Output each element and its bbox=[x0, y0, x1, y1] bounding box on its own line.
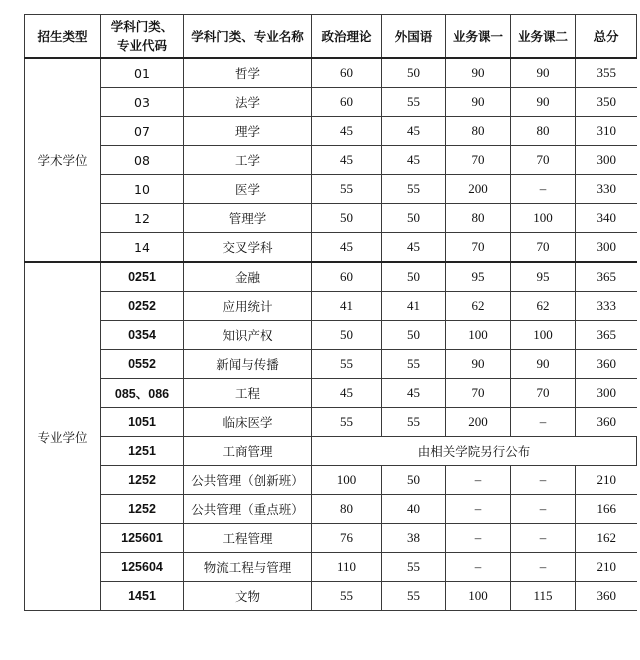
table-row bbox=[25, 582, 637, 611]
subject-code-cell: 01 bbox=[101, 58, 184, 88]
subject-code-cell: 0251 bbox=[101, 262, 184, 292]
subject-name-cell: 物流工程与管理 bbox=[184, 553, 312, 582]
subject-name-cell: 法学 bbox=[184, 88, 312, 117]
subject-code-cell: 085、086 bbox=[101, 379, 184, 408]
subject-name-cell: 公共管理（重点班） bbox=[184, 495, 312, 524]
course-two-score-cell: 70 bbox=[511, 379, 576, 408]
total-score-cell: 162 bbox=[576, 524, 637, 553]
politics-score-cell: 45 bbox=[312, 117, 382, 146]
language-score-cell: 40 bbox=[382, 495, 446, 524]
table-row bbox=[25, 495, 637, 524]
language-score-cell: 45 bbox=[382, 233, 446, 263]
politics-score-cell: 45 bbox=[312, 379, 382, 408]
language-score-cell: 55 bbox=[382, 350, 446, 379]
subject-name-cell: 工程管理 bbox=[184, 524, 312, 553]
table-row bbox=[25, 117, 637, 146]
total-score-cell: 350 bbox=[576, 88, 637, 117]
language-score-cell: 50 bbox=[382, 58, 446, 88]
course-two-score-cell: 80 bbox=[511, 117, 576, 146]
subject-code-cell: 0552 bbox=[101, 350, 184, 379]
language-score-cell: 50 bbox=[382, 262, 446, 292]
language-score-cell: 41 bbox=[382, 292, 446, 321]
total-score-cell: 360 bbox=[576, 408, 637, 437]
table-row bbox=[25, 437, 637, 466]
total-score-cell: 300 bbox=[576, 233, 637, 263]
course-one-score-cell: 90 bbox=[446, 58, 511, 88]
course-two-score-cell: – bbox=[511, 495, 576, 524]
table-row bbox=[25, 88, 637, 117]
subject-code-cell: 125604 bbox=[101, 553, 184, 582]
subject-name-cell: 理学 bbox=[184, 117, 312, 146]
course-one-score-cell: 70 bbox=[446, 146, 511, 175]
subject-code-cell: 0252 bbox=[101, 292, 184, 321]
subject-code-cell: 03 bbox=[101, 88, 184, 117]
subject-code-cell: 1251 bbox=[101, 437, 184, 466]
total-score-cell: 166 bbox=[576, 495, 637, 524]
course-one-score-cell: 70 bbox=[446, 233, 511, 263]
subject-code-cell: 12 bbox=[101, 204, 184, 233]
language-score-cell: 55 bbox=[382, 553, 446, 582]
subject-name-cell: 临床医学 bbox=[184, 408, 312, 437]
course-one-score-cell: – bbox=[446, 466, 511, 495]
language-score-cell: 45 bbox=[382, 379, 446, 408]
table-row bbox=[25, 408, 637, 437]
subject-code-cell: 07 bbox=[101, 117, 184, 146]
course-one-score-cell: – bbox=[446, 553, 511, 582]
table-row bbox=[25, 321, 637, 350]
subject-code-cell: 1451 bbox=[101, 582, 184, 611]
language-score-cell: 55 bbox=[382, 408, 446, 437]
header-total: 总分 bbox=[576, 15, 637, 59]
table-row bbox=[25, 58, 637, 88]
total-score-cell: 210 bbox=[576, 553, 637, 582]
politics-score-cell: 45 bbox=[312, 146, 382, 175]
table-row bbox=[25, 350, 637, 379]
course-two-score-cell: 62 bbox=[511, 292, 576, 321]
subject-name-cell: 文物 bbox=[184, 582, 312, 611]
table-row bbox=[25, 262, 637, 292]
subject-name-cell: 交叉学科 bbox=[184, 233, 312, 263]
subject-name-cell: 工商管理 bbox=[184, 437, 312, 466]
politics-score-cell: 50 bbox=[312, 321, 382, 350]
language-score-cell: 55 bbox=[382, 175, 446, 204]
total-score-cell: 360 bbox=[576, 582, 637, 611]
table-row bbox=[25, 233, 637, 263]
course-one-score-cell: 70 bbox=[446, 379, 511, 408]
course-two-score-cell: – bbox=[511, 466, 576, 495]
subject-name-cell: 工学 bbox=[184, 146, 312, 175]
course-one-score-cell: 200 bbox=[446, 408, 511, 437]
subject-name-cell: 工程 bbox=[184, 379, 312, 408]
total-score-cell: 210 bbox=[576, 466, 637, 495]
course-two-score-cell: 100 bbox=[511, 321, 576, 350]
subject-name-cell: 金融 bbox=[184, 262, 312, 292]
table-body bbox=[25, 58, 637, 611]
table-row bbox=[25, 524, 637, 553]
subject-name-cell: 医学 bbox=[184, 175, 312, 204]
language-score-cell: 50 bbox=[382, 321, 446, 350]
course-two-score-cell: 115 bbox=[511, 582, 576, 611]
course-one-score-cell: 95 bbox=[446, 262, 511, 292]
subject-code-cell: 08 bbox=[101, 146, 184, 175]
politics-score-cell: 110 bbox=[312, 553, 382, 582]
header-course-one: 业务课一 bbox=[446, 15, 511, 59]
subject-code-cell: 1051 bbox=[101, 408, 184, 437]
course-one-score-cell: 90 bbox=[446, 350, 511, 379]
subject-name-cell: 应用统计 bbox=[184, 292, 312, 321]
language-score-cell: 50 bbox=[382, 466, 446, 495]
course-one-score-cell: – bbox=[446, 495, 511, 524]
header-row bbox=[25, 15, 637, 59]
language-score-cell: 55 bbox=[382, 582, 446, 611]
total-score-cell: 300 bbox=[576, 146, 637, 175]
subject-name-cell: 管理学 bbox=[184, 204, 312, 233]
course-two-score-cell: 70 bbox=[511, 233, 576, 263]
politics-score-cell: 45 bbox=[312, 233, 382, 263]
course-two-score-cell: – bbox=[511, 175, 576, 204]
header-course-two: 业务课二 bbox=[511, 15, 576, 59]
header-subject-name: 学科门类、专业名称 bbox=[184, 15, 312, 59]
politics-score-cell: 55 bbox=[312, 582, 382, 611]
subject-name-cell: 公共管理（创新班） bbox=[184, 466, 312, 495]
note-cell: 由相关学院另行公布 bbox=[312, 437, 637, 466]
header-politics: 政治理论 bbox=[312, 15, 382, 59]
language-score-cell: 45 bbox=[382, 146, 446, 175]
subject-code-cell: 10 bbox=[101, 175, 184, 204]
language-score-cell: 55 bbox=[382, 88, 446, 117]
table-row bbox=[25, 292, 637, 321]
politics-score-cell: 55 bbox=[312, 175, 382, 204]
subject-name-cell: 新闻与传播 bbox=[184, 350, 312, 379]
language-score-cell: 45 bbox=[382, 117, 446, 146]
politics-score-cell: 55 bbox=[312, 408, 382, 437]
politics-score-cell: 100 bbox=[312, 466, 382, 495]
course-one-score-cell: 80 bbox=[446, 117, 511, 146]
table-row bbox=[25, 146, 637, 175]
politics-score-cell: 80 bbox=[312, 495, 382, 524]
subject-name-cell: 哲学 bbox=[184, 58, 312, 88]
course-one-score-cell: 62 bbox=[446, 292, 511, 321]
course-two-score-cell: – bbox=[511, 553, 576, 582]
course-two-score-cell: – bbox=[511, 408, 576, 437]
politics-score-cell: 76 bbox=[312, 524, 382, 553]
language-score-cell: 50 bbox=[382, 204, 446, 233]
total-score-cell: 360 bbox=[576, 350, 637, 379]
course-two-score-cell: 90 bbox=[511, 350, 576, 379]
admission-type-cell: 学术学位 bbox=[25, 58, 101, 262]
subject-code-cell: 125601 bbox=[101, 524, 184, 553]
course-two-score-cell: – bbox=[511, 524, 576, 553]
politics-score-cell: 60 bbox=[312, 262, 382, 292]
course-one-score-cell: 90 bbox=[446, 88, 511, 117]
total-score-cell: 340 bbox=[576, 204, 637, 233]
table-row bbox=[25, 553, 637, 582]
course-two-score-cell: 90 bbox=[511, 58, 576, 88]
total-score-cell: 330 bbox=[576, 175, 637, 204]
subject-code-cell: 1252 bbox=[101, 466, 184, 495]
total-score-cell: 310 bbox=[576, 117, 637, 146]
course-one-score-cell: 100 bbox=[446, 582, 511, 611]
subject-name-cell: 知识产权 bbox=[184, 321, 312, 350]
politics-score-cell: 55 bbox=[312, 350, 382, 379]
course-one-score-cell: 80 bbox=[446, 204, 511, 233]
total-score-cell: 300 bbox=[576, 379, 637, 408]
politics-score-cell: 60 bbox=[312, 88, 382, 117]
course-two-score-cell: 95 bbox=[511, 262, 576, 292]
total-score-cell: 355 bbox=[576, 58, 637, 88]
total-score-cell: 333 bbox=[576, 292, 637, 321]
table-row bbox=[25, 466, 637, 495]
total-score-cell: 365 bbox=[576, 262, 637, 292]
header-foreign-language: 外国语 bbox=[382, 15, 446, 59]
table-row bbox=[25, 175, 637, 204]
course-two-score-cell: 70 bbox=[511, 146, 576, 175]
course-one-score-cell: – bbox=[446, 524, 511, 553]
course-two-score-cell: 90 bbox=[511, 88, 576, 117]
header-subject-code: 学科门类、专业代码 bbox=[101, 15, 184, 59]
table-row bbox=[25, 204, 637, 233]
admission-type-cell: 专业学位 bbox=[25, 262, 101, 611]
course-one-score-cell: 200 bbox=[446, 175, 511, 204]
header-admission-type: 招生类型 bbox=[25, 15, 101, 59]
admission-score-table bbox=[24, 14, 637, 611]
politics-score-cell: 41 bbox=[312, 292, 382, 321]
politics-score-cell: 50 bbox=[312, 204, 382, 233]
total-score-cell: 365 bbox=[576, 321, 637, 350]
table-row bbox=[25, 379, 637, 408]
subject-code-cell: 14 bbox=[101, 233, 184, 263]
politics-score-cell: 60 bbox=[312, 58, 382, 88]
subject-code-cell: 0354 bbox=[101, 321, 184, 350]
language-score-cell: 38 bbox=[382, 524, 446, 553]
subject-code-cell: 1252 bbox=[101, 495, 184, 524]
course-two-score-cell: 100 bbox=[511, 204, 576, 233]
course-one-score-cell: 100 bbox=[446, 321, 511, 350]
